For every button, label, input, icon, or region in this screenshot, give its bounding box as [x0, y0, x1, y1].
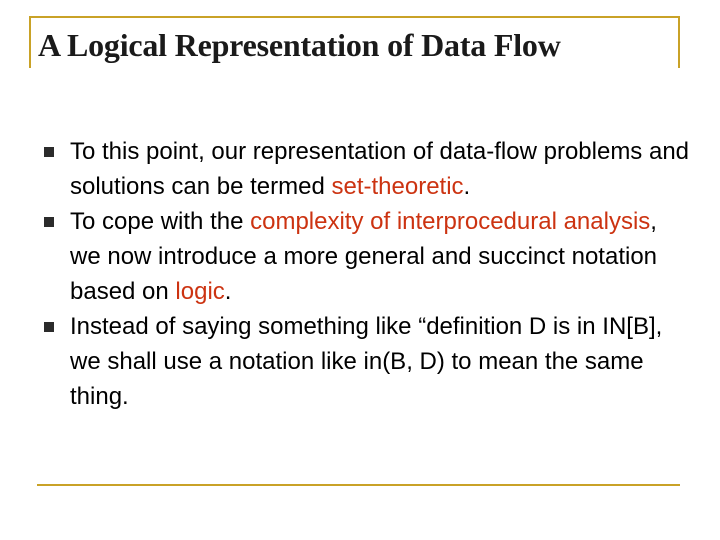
square-bullet-icon [44, 147, 54, 157]
highlighted-term: set-theoretic [331, 173, 464, 200]
highlighted-term: logic [175, 278, 225, 305]
title-top-rule [29, 16, 680, 18]
bullet-item [44, 134, 694, 204]
title-left-rule [29, 16, 31, 68]
highlighted-term: complexity of interprocedural analysis [250, 208, 651, 235]
footer-rule [37, 484, 680, 486]
bullet-text: To cope with the complexity of interprocedural analysis, we now introduce a more general and succinct notation based on logic. [70, 208, 658, 305]
bullet-text: To this point, our representation of data-flow problems and solutions can be termed set-theoretic. [70, 138, 690, 200]
bullet-list [44, 134, 694, 414]
bullet-item [44, 309, 694, 414]
title-right-rule [678, 16, 680, 68]
bullet-item [44, 204, 694, 309]
square-bullet-icon [44, 322, 54, 332]
bullet-text: Instead of saying something like “definition D is in IN[B], we shall use a notation like in(B, D) to mean the same thing. [70, 313, 663, 410]
slide-title: A Logical Representation of Data Flow [38, 27, 561, 63]
square-bullet-icon [44, 217, 54, 227]
